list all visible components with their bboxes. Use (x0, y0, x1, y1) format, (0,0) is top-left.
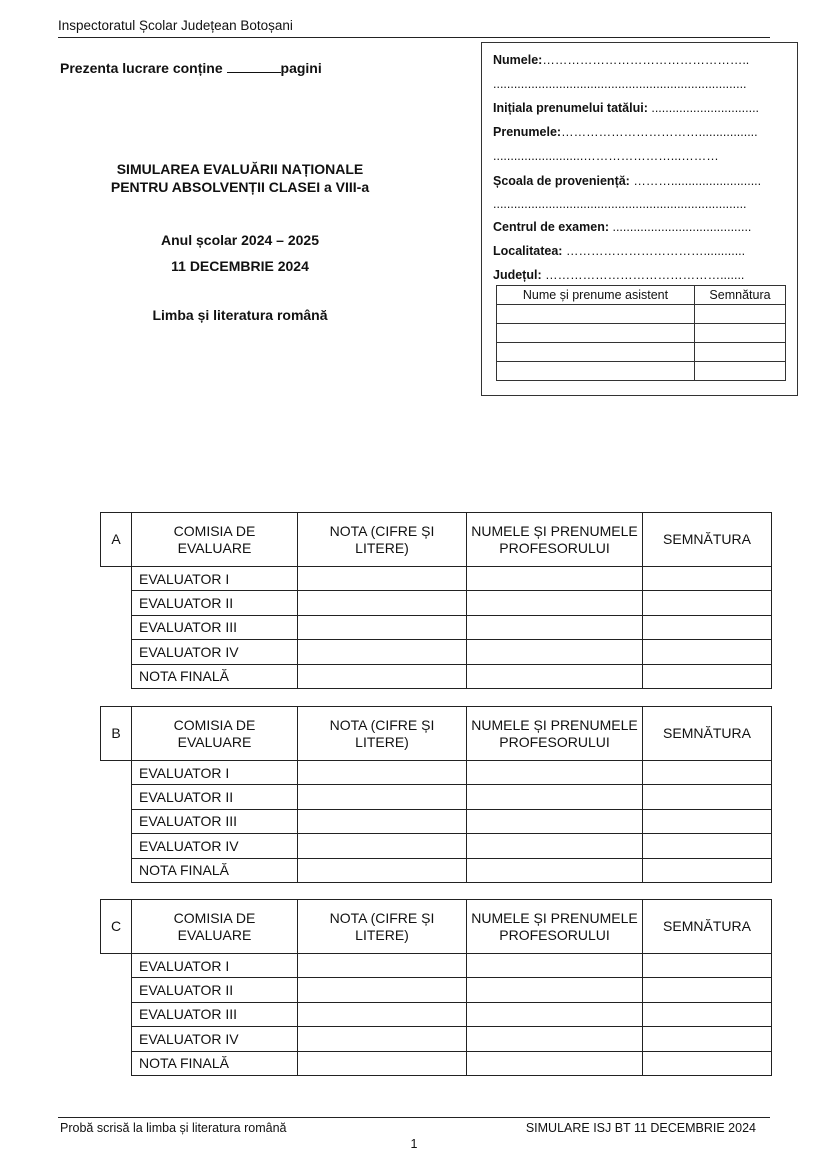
row-label: EVALUATOR I (132, 954, 298, 978)
school-year: Anul școlar 2024 – 2025 (161, 232, 319, 248)
table-row (101, 785, 772, 809)
field-scoala[interactable]: Școala de proveniență: ……….......................... (493, 174, 762, 188)
field-judetul[interactable]: Județul: ……………………………………....... (493, 268, 745, 282)
footer-divider (58, 1117, 770, 1118)
row-label: NOTA FINALĂ (132, 858, 298, 882)
row-label: EVALUATOR IV (132, 640, 298, 664)
field-prenumele[interactable]: Prenumele:……………………………................. (493, 125, 758, 139)
table-row (101, 858, 772, 882)
table-row (101, 978, 772, 1002)
pages-notice-suffix: pagini (280, 60, 322, 76)
field-prenumele-cont[interactable]: ..........................…………………...……… (493, 149, 719, 163)
header-divider (58, 37, 770, 38)
header-semnatura: SEMNĂTURA (643, 900, 772, 954)
table-row (497, 305, 786, 324)
header-profesor: NUMELE ȘI PRENUMELE PROFESORULUI (467, 707, 643, 761)
table-row (101, 640, 772, 664)
header-semnatura: SEMNĂTURA (643, 513, 772, 567)
pages-count-blank[interactable] (227, 61, 281, 73)
header-institution: Inspectoratul Școlar Județean Botoșani (58, 18, 293, 33)
table-letter: C (101, 900, 132, 954)
header-nota: NOTA (CIFRE ȘI LITERE) (298, 900, 467, 954)
row-label: EVALUATOR III (132, 809, 298, 833)
row-label: EVALUATOR IV (132, 1027, 298, 1051)
page-number: 1 (410, 1137, 418, 1151)
exam-title-line1: SIMULAREA EVALUĂRII NAȚIONALE (116, 161, 364, 177)
row-label: EVALUATOR IV (132, 834, 298, 858)
table-letter: A (101, 513, 132, 567)
assistant-name-header: Nume și prenume asistent (497, 286, 695, 305)
field-localitatea[interactable]: Localitatea: ……………………………............ (493, 244, 746, 258)
assistant-signature-header: Semnătura (695, 286, 786, 305)
assistant-table (496, 285, 786, 381)
exam-subject: Limba și literatura română (152, 307, 328, 323)
exam-title (40, 160, 440, 196)
row-label: NOTA FINALĂ (132, 1051, 298, 1075)
row-label: NOTA FINALĂ (132, 664, 298, 688)
field-centru-examen[interactable]: Centrul de examen: ........................................ (493, 220, 752, 234)
footer-subject: Probă scrisă la limba și literatura română (60, 1121, 287, 1135)
table-row (497, 343, 786, 362)
evaluation-table-a (100, 512, 772, 689)
evaluation-table-b (100, 706, 772, 883)
header-semnatura: SEMNĂTURA (643, 707, 772, 761)
field-numele[interactable]: Numele:………………………………………….. (493, 53, 750, 67)
table-row (101, 834, 772, 858)
exam-title-line2: PENTRU ABSOLVENȚII CLASEI a VIII-a (110, 179, 370, 195)
header-comisia: COMISIA DE EVALUARE (132, 513, 298, 567)
pages-notice (60, 60, 322, 76)
exam-date: 11 DECEMBRIE 2024 (171, 258, 309, 274)
header-nota: NOTA (CIFRE ȘI LITERE) (298, 513, 467, 567)
table-row (101, 809, 772, 833)
header-profesor: NUMELE ȘI PRENUMELE PROFESORULUI (467, 513, 643, 567)
row-label: EVALUATOR I (132, 567, 298, 591)
field-numele-cont[interactable]: ......................................................................... (493, 77, 747, 91)
table-row (497, 324, 786, 343)
header-nota: NOTA (CIFRE ȘI LITERE) (298, 707, 467, 761)
table-row (101, 591, 772, 615)
table-row (497, 362, 786, 381)
row-label: EVALUATOR II (132, 785, 298, 809)
table-row (101, 664, 772, 688)
table-row (101, 1002, 772, 1026)
header-comisia: COMISIA DE EVALUARE (132, 900, 298, 954)
row-label: EVALUATOR III (132, 1002, 298, 1026)
row-label: EVALUATOR II (132, 591, 298, 615)
field-initiala-tatalui[interactable]: Inițiala prenumelui tatălui: ............................... (493, 101, 760, 115)
footer-exam-id: SIMULARE ISJ BT 11 DECEMBRIE 2024 (525, 1121, 756, 1135)
table-row (101, 615, 772, 639)
table-row (101, 1027, 772, 1051)
pages-notice-prefix: Prezenta lucrare conține (60, 60, 223, 76)
exam-period (40, 227, 440, 279)
table-row (101, 567, 772, 591)
header-comisia: COMISIA DE EVALUARE (132, 707, 298, 761)
row-label: EVALUATOR II (132, 978, 298, 1002)
table-row (101, 954, 772, 978)
row-label: EVALUATOR III (132, 615, 298, 639)
table-letter: B (101, 707, 132, 761)
header-profesor: NUMELE ȘI PRENUMELE PROFESORULUI (467, 900, 643, 954)
evaluation-table-c (100, 899, 772, 1076)
row-label: EVALUATOR I (132, 761, 298, 785)
field-scoala-cont[interactable]: ......................................................................... (493, 197, 747, 211)
table-row (101, 1051, 772, 1075)
table-row (101, 761, 772, 785)
